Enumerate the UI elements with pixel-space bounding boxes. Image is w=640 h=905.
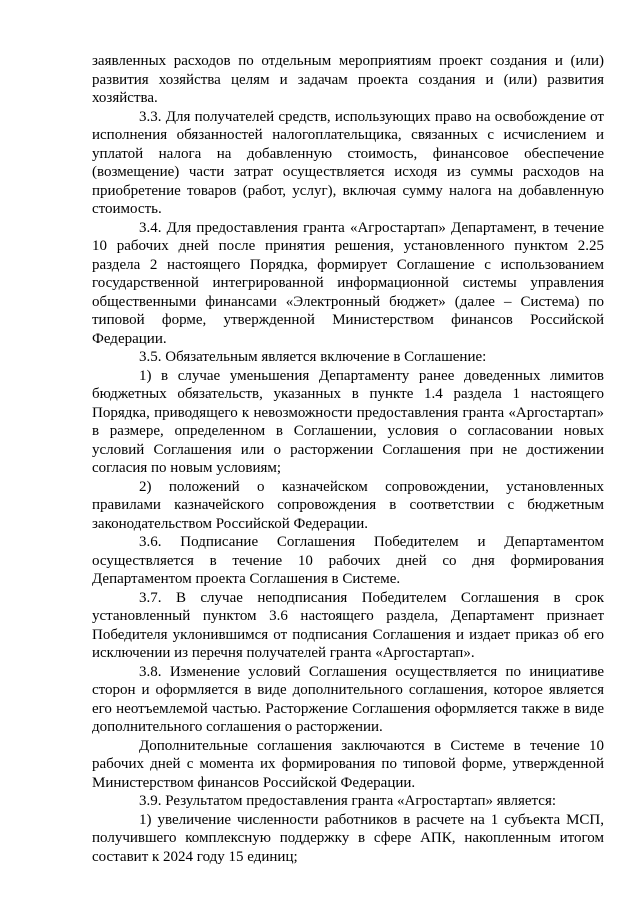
- paragraph-3-4: 3.4. Для предоставления гранта «Агростартап» Департамент, в течение 10 рабочих дней после принятия решения, установленного пунктом 2.25 раздела 2 настоящего Порядка, формирует Соглашение с использованием государственной интегрированной информационной системы управления общественными финансами «Электронный бюджет» (далее – Система) по типовой форме, утвержденной Министерством финансов Российской Федерации.: [92, 219, 604, 347]
- paragraph-continuation: заявленных расходов по отдельным мероприятиям проект создания и (или) развития хозяйства целям и задачам проекта создания и (или) развития хозяйства.: [92, 53, 604, 106]
- document-body: [92, 52, 604, 866]
- paragraph-3-5-item-1: 1) в случае уменьшения Департаменту ранее доведенных лимитов бюджетных обязательств, указанных в пункте 1.4 раздела 1 настоящего Порядка, приводящего к невозможности предоставления гранта «Аргостартап» в размере, определенном в Соглашении, условия о согласовании новых условий Соглашения или о расторжении Соглашения при не достижении согласия по новым условиям;: [92, 367, 604, 476]
- paragraph-3-6: 3.6. Подписание Соглашения Победителем и Департаментом осуществляется в течение 10 рабочих дней со дня формирования Департаментом проекта Соглашения в Системе.: [92, 534, 604, 587]
- paragraph-3-5-item-2: 2) положений о казначейском сопровождении, установленных правилами казначейского сопровождения в соответствии с бюджетным законодательством Российской Федерации.: [92, 478, 604, 532]
- paragraph-3-9-item-1: 1) увеличение численности работников в расчете на 1 субъекта МСП, получившего комплексную поддержку в сфере АПК, накопленным итогом составит к 2024 году 15 единиц;: [92, 811, 604, 865]
- paragraph-3-8-supplementary: Дополнительные соглашения заключаются в Системе в течение 10 рабочих дней с момента их формирования по типовой форме, утвержденной Министерством финансов Российской Федерации.: [92, 737, 604, 791]
- paragraph-3-7: 3.7. В случае неподписания Победителем Соглашения в срок установленный пунктом 3.6 настоящего раздела, Департамент признает Победителя уклонившимся от подписания Соглашения и издает приказ об его исключении из перечня получателей гранта «Аргостартап».: [92, 589, 604, 661]
- paragraph-3-5: 3.5. Обязательным является включение в Соглашение:: [139, 349, 487, 365]
- paragraph-3-9: 3.9. Результатом предоставления гранта «Агростартап» является:: [139, 793, 557, 809]
- paragraph-3-3: 3.3. Для получателей средств, использующих право на освобождение от исполнения обязанностей налогоплательщика, связанных с исчислением и уплатой налога на добавленную стоимость, финансовое обеспечение (возмещение) части затрат осуществляется исходя из суммы расходов на приобретение товаров (работ, услуг), включая сумму налога на добавленную стоимость.: [92, 108, 604, 217]
- paragraph-3-8: 3.8. Изменение условий Соглашения осуществляется по инициативе сторон и оформляется в виде дополнительного соглашения, которое является его неотъемлемой частью. Расторжение Соглашения оформляется также в виде дополнительного соглашения о расторжении.: [92, 663, 604, 735]
